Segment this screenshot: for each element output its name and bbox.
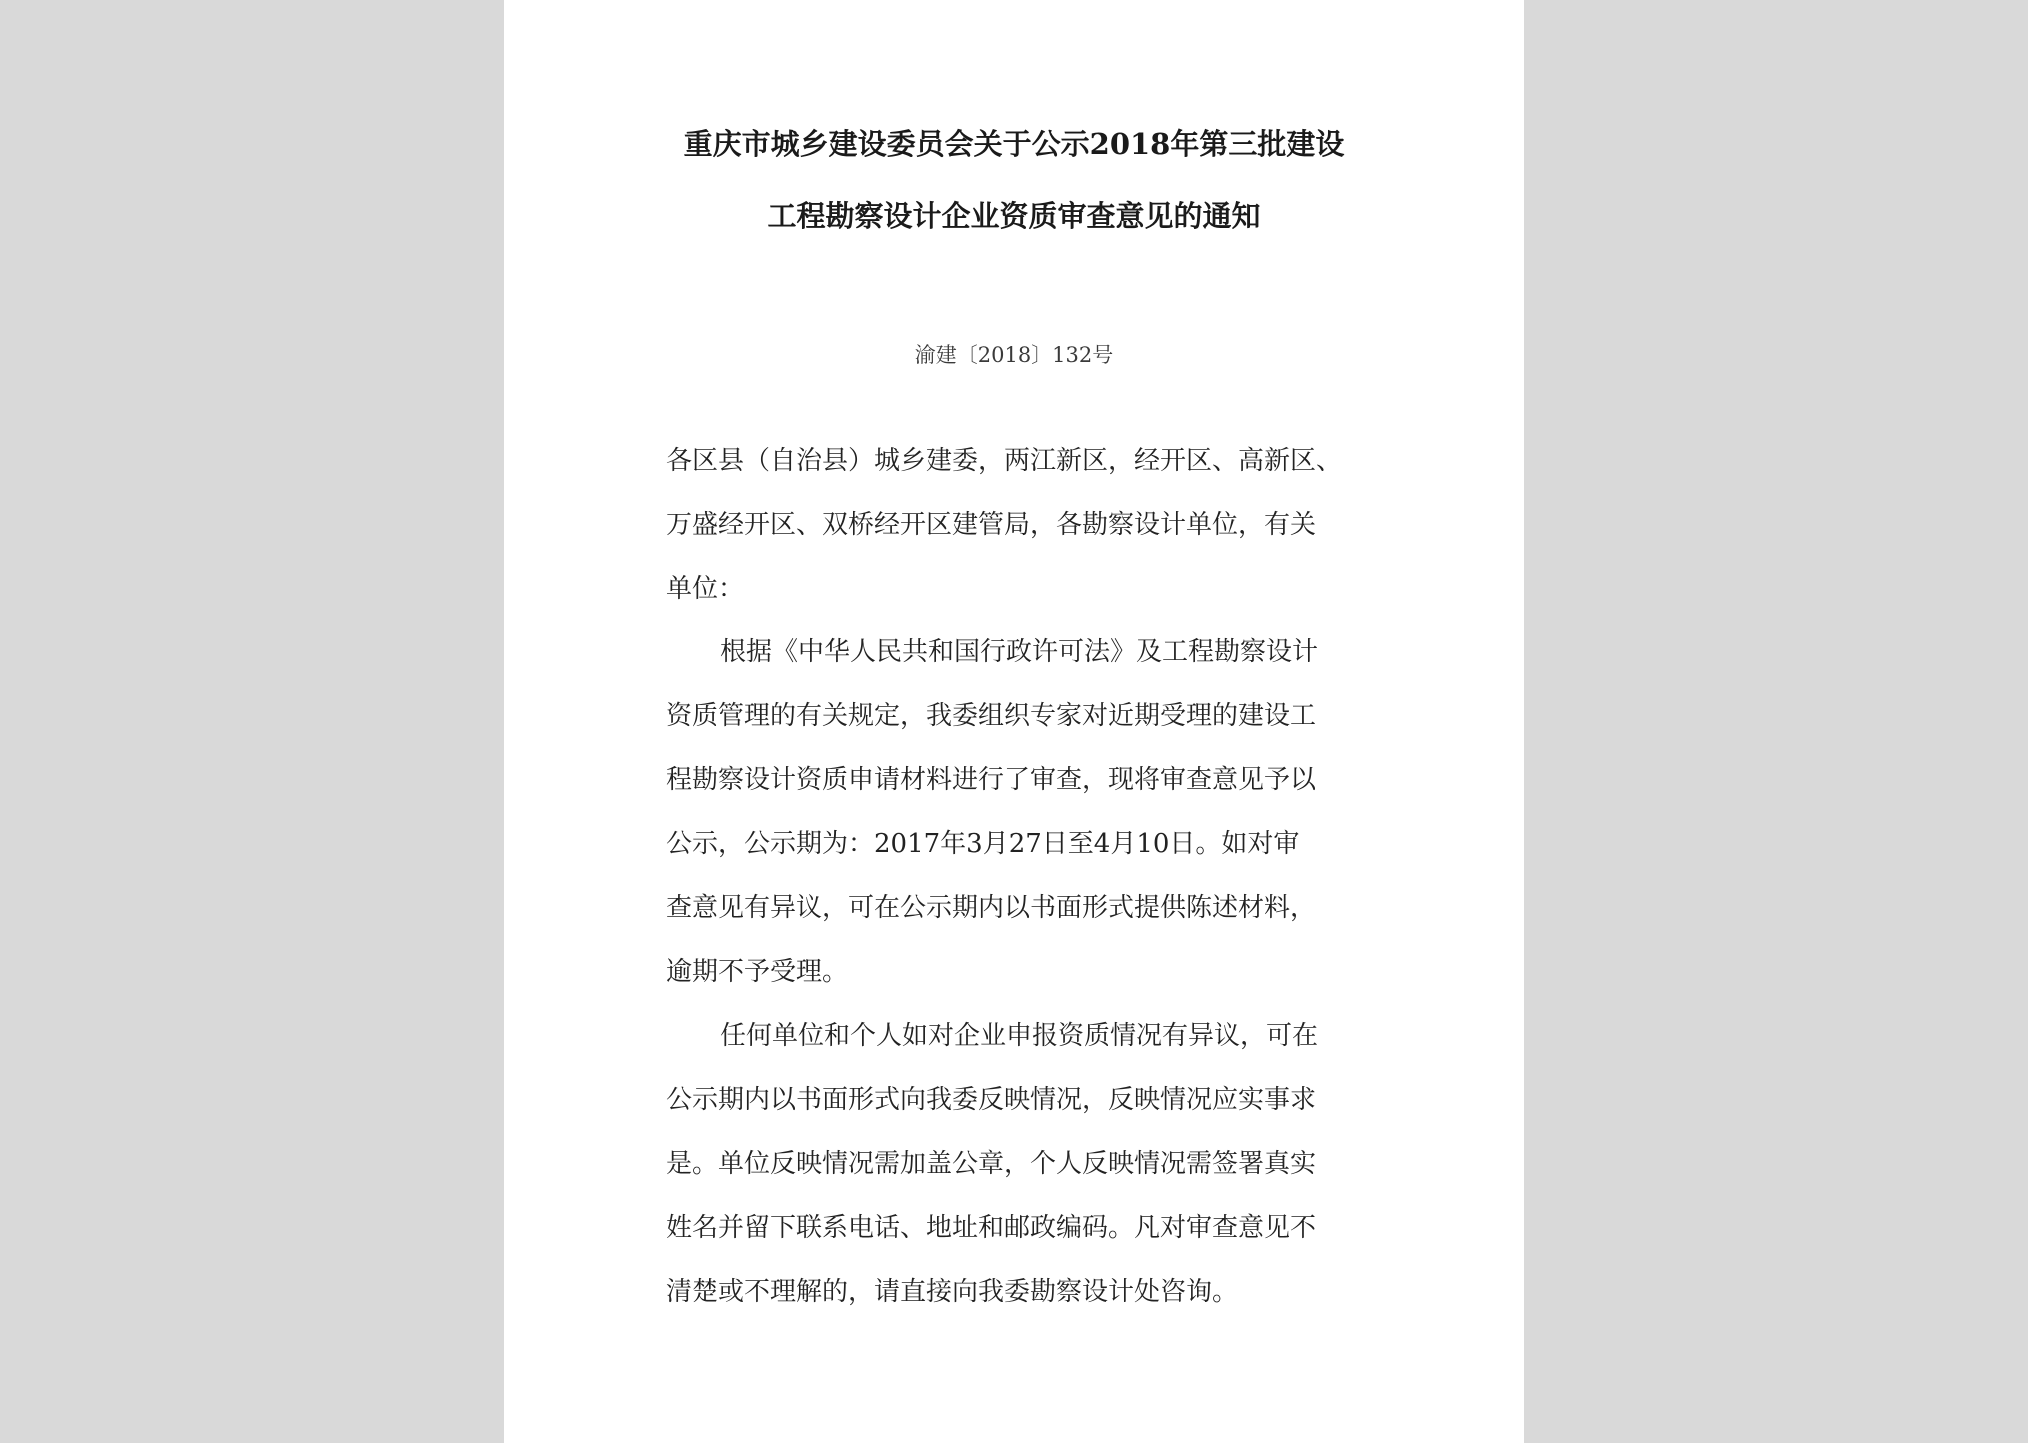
addressee-line-3: 单位： xyxy=(666,574,745,604)
document-title-line-2: 工程勘察设计企业资质审查意见的通知 xyxy=(767,199,1261,233)
paragraph-2-line-1: 任何单位和个人如对企业申报资质情况有异议，可在 xyxy=(720,1021,1319,1051)
paragraph-2-line-4: 姓名并留下联系电话、地址和邮政编码。凡对审查意见不 xyxy=(666,1213,1317,1243)
paragraph-1-line-1: 根据《中华人民共和国行政许可法》及工程勘察设计 xyxy=(720,637,1319,667)
paragraph-1-line-4: 公示，公示期为：2017年3月27日至4月10日。如对审 xyxy=(666,829,1300,859)
paragraph-1-line-3: 程勘察设计资质申请材料进行了审查，现将审查意见予以 xyxy=(666,765,1317,795)
document-page xyxy=(504,0,1524,1443)
paragraph-1-line-5: 查意见有异议，可在公示期内以书面形式提供陈述材料， xyxy=(666,893,1317,923)
paragraph-2-line-5: 清楚或不理解的，请直接向我委勘察设计处咨询。 xyxy=(666,1277,1239,1307)
paragraph-2-line-3: 是。单位反映情况需加盖公章，个人反映情况需签署真实 xyxy=(666,1149,1317,1179)
document-title-line-1: 重庆市城乡建设委员会关于公示2018年第三批建设 xyxy=(683,127,1345,161)
paragraph-2-line-2: 公示期内以书面形式向我委反映情况，反映情况应实事求 xyxy=(666,1085,1317,1115)
paragraph-1-line-6: 逾期不予受理。 xyxy=(666,957,849,987)
addressee-line-2: 万盛经开区、双桥经开区建管局，各勘察设计单位，有关 xyxy=(666,510,1317,540)
paragraph-1-line-2: 资质管理的有关规定，我委组织专家对近期受理的建设工 xyxy=(666,701,1317,731)
addressee-line-1: 各区县（自治县）城乡建委，两江新区，经开区、高新区、 xyxy=(666,446,1343,476)
document-number: 渝建〔2018〕132号 xyxy=(914,343,1114,367)
